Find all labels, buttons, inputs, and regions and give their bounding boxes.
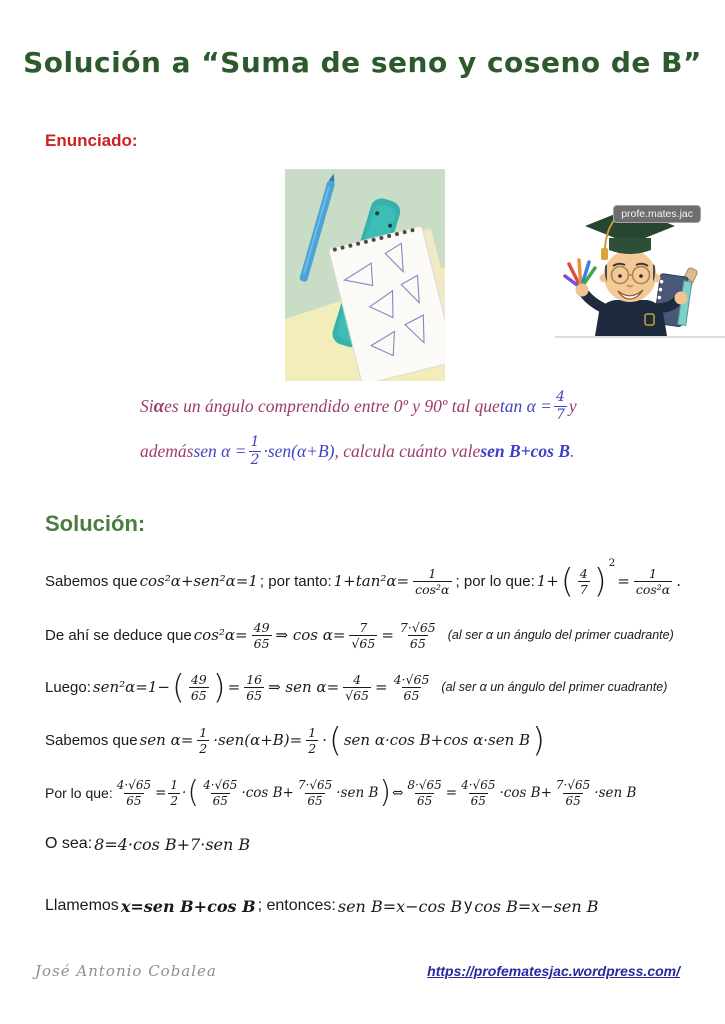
fraction xyxy=(201,778,239,808)
math-token: = xyxy=(617,572,630,590)
fraction-denominator: 65 xyxy=(126,793,142,808)
fraction-numerator: 49 xyxy=(190,671,207,687)
notebook-photo xyxy=(285,169,445,381)
fraction-numerator: 1 xyxy=(308,724,317,740)
statement-text: Si xyxy=(140,396,154,416)
fraction-numerator: 7·√65 xyxy=(399,619,436,635)
text-token: ; entonces: xyxy=(257,897,336,914)
fraction-numerator: 4 xyxy=(579,565,588,581)
fraction xyxy=(413,566,451,597)
fraction-denominator: 2 xyxy=(199,740,208,756)
text-token: Sabemos que xyxy=(45,572,138,590)
open-paren: ( xyxy=(171,667,185,707)
math-token: sen B=x−cos B xyxy=(337,896,463,916)
text-token: Sabemos que xyxy=(45,731,138,749)
fraction-denominator: 7 xyxy=(555,407,565,423)
fraction xyxy=(189,672,209,703)
fraction xyxy=(249,434,262,469)
fraction-denominator: 65 xyxy=(253,635,270,651)
math-token: = xyxy=(155,785,167,801)
problem-statement xyxy=(140,384,577,474)
fraction-denominator: 65 xyxy=(403,687,420,703)
fraction-numerator: 1 xyxy=(170,778,179,793)
fraction-denominator: 65 xyxy=(565,793,581,808)
fraction-numerator: 8·√65 xyxy=(407,778,442,793)
fraction xyxy=(306,725,318,756)
math-token: sen α·cos B+cos α·sen B xyxy=(343,731,531,749)
solution-line-7 xyxy=(45,890,599,922)
fraction-numerator: 7·√65 xyxy=(297,778,333,793)
teacher-avatar xyxy=(557,196,705,338)
alpha-symbol: α xyxy=(153,395,165,417)
math-token: ⇒ sen α= xyxy=(268,678,340,696)
enunciado-heading: Enunciado: xyxy=(45,131,138,150)
math-token: 1+tan²α= xyxy=(333,572,410,590)
math-token: = xyxy=(227,678,241,696)
math-token: cos²α+sen²α=1 xyxy=(139,572,258,590)
side-note: (al ser α un ángulo del primer cuadrante) xyxy=(447,628,674,642)
fraction-denominator: 2 xyxy=(250,452,260,468)
fraction-denominator: 7 xyxy=(579,581,588,597)
text-token: Por lo que: xyxy=(45,785,113,801)
fraction-denominator: 65 xyxy=(212,793,228,808)
close-paren: ) xyxy=(379,774,392,810)
math-token: ·sen B xyxy=(594,785,637,801)
math-token: ·cos B+ xyxy=(499,785,552,801)
fraction-numerator: 4·√65 xyxy=(393,671,430,687)
fraction-numerator: 1 xyxy=(199,724,208,740)
fraction-denominator: cos²α xyxy=(415,581,450,597)
fraction xyxy=(168,778,180,808)
fraction xyxy=(459,778,497,808)
math-token: . xyxy=(676,572,682,590)
solution-line-6 xyxy=(45,828,250,860)
text-token: Llamemos xyxy=(45,897,119,914)
open-paren: ( xyxy=(328,720,342,760)
text-token: Luego: xyxy=(45,678,91,696)
fraction-denominator: 65 xyxy=(470,793,486,808)
author-signature: José Antonio Cobalea xyxy=(35,962,217,980)
fraction xyxy=(405,778,443,808)
statement-text: . xyxy=(570,441,575,461)
math-token: ⇒ cos α= xyxy=(275,626,346,644)
statement-text: , calcula cuánto vale xyxy=(334,441,481,461)
fraction-numerator: 1 xyxy=(428,565,437,581)
fraction xyxy=(197,725,209,756)
solucion-heading: Solución: xyxy=(45,511,146,536)
fraction xyxy=(244,672,264,703)
math-token: = xyxy=(375,678,388,696)
fraction-numerator: 7 xyxy=(359,619,368,635)
avatar-handle-badge: profe.mates.jac xyxy=(613,205,701,223)
fraction xyxy=(578,566,590,597)
fraction-denominator: √65 xyxy=(351,635,376,651)
statement-text: y xyxy=(568,396,577,416)
solution-line-2 xyxy=(45,610,674,660)
fraction xyxy=(392,672,432,703)
math-token: sen α = xyxy=(193,441,247,461)
close-paren: ) xyxy=(593,561,607,601)
math-token: ⇔ xyxy=(392,785,404,801)
fraction-denominator: 2 xyxy=(308,740,317,756)
solution-line-5 xyxy=(45,764,636,822)
fraction-denominator: 65 xyxy=(307,793,323,808)
fraction-numerator: 49 xyxy=(253,619,270,635)
fraction xyxy=(252,620,272,651)
math-token: ·sen B xyxy=(336,785,379,801)
math-token: ·cos B+ xyxy=(241,785,294,801)
math-token: = xyxy=(445,785,458,801)
website-link[interactable]: https://profematesjac.wordpress.com/ xyxy=(427,963,680,979)
fraction-numerator: 4 xyxy=(555,389,565,406)
math-token: = xyxy=(381,626,394,644)
solution-line-4 xyxy=(45,716,545,764)
page-title: Solución a “Suma de seno y coseno de B” xyxy=(23,46,702,79)
math-token: sen²α=1− xyxy=(92,678,170,696)
fraction-numerator: 16 xyxy=(246,671,263,687)
fraction-denominator: 65 xyxy=(246,687,263,703)
statement-line-1 xyxy=(140,384,577,429)
fraction-numerator: 1 xyxy=(250,434,260,451)
fraction xyxy=(296,778,334,808)
math-token: cos B=x−sen B xyxy=(474,896,599,916)
fraction-numerator: 4·√65 xyxy=(461,778,496,793)
solution-line-3 xyxy=(45,660,667,714)
side-note: (al ser α un ángulo del primer cuadrante) xyxy=(441,680,668,694)
fraction xyxy=(343,672,371,703)
text-token: y xyxy=(464,897,473,914)
notebook-photo-graphic xyxy=(285,169,445,381)
fraction-denominator: 65 xyxy=(416,793,433,808)
text-token: ; por tanto: xyxy=(259,572,332,590)
math-token: sen α= xyxy=(139,731,194,749)
math-token: · xyxy=(182,785,187,801)
fraction-denominator: 65 xyxy=(409,635,426,651)
fraction xyxy=(398,620,438,651)
open-paren: ( xyxy=(560,561,574,601)
fraction xyxy=(349,620,377,651)
statement-text: además xyxy=(140,441,194,461)
open-paren: ( xyxy=(187,774,200,810)
fraction xyxy=(115,778,153,808)
text-token: O sea: xyxy=(45,835,93,852)
fraction xyxy=(554,778,592,808)
text-token: ; por lo que: xyxy=(455,572,535,590)
math-token-bold: sen B+cos B xyxy=(480,441,571,461)
fraction-denominator: √65 xyxy=(345,687,370,703)
fraction-numerator: 1 xyxy=(649,565,657,581)
math-token: 1+ xyxy=(536,572,559,590)
statement-text: es un ángulo comprendido entre 0º y 90º tal que xyxy=(164,396,500,416)
close-paren: ) xyxy=(532,720,545,760)
fraction-numerator: 4·√65 xyxy=(203,778,238,793)
statement-line-2 xyxy=(140,429,577,474)
math-token: 8=4·cos B+7·sen B xyxy=(94,834,251,854)
fraction-denominator: 2 xyxy=(170,793,179,808)
fraction xyxy=(634,566,672,597)
math-token: tan α = xyxy=(499,396,552,416)
fraction-denominator: 65 xyxy=(190,687,207,703)
close-paren: ) xyxy=(212,667,226,707)
solution-line-1 xyxy=(45,556,681,606)
fraction xyxy=(554,389,567,424)
text-token: De ahí se deduce que xyxy=(45,626,192,644)
math-token-bold: x=sen B+cos B xyxy=(120,896,256,916)
avatar-ground-line xyxy=(555,336,725,338)
fraction-denominator: cos²α xyxy=(635,581,671,597)
exponent: 2 xyxy=(608,557,616,569)
math-token: · xyxy=(322,731,327,749)
fraction-numerator: 4 xyxy=(353,671,362,687)
fraction-numerator: 7·√65 xyxy=(555,778,591,793)
math-token: ·sen(α+B) xyxy=(263,441,335,461)
fraction-numerator: 4·√65 xyxy=(116,778,152,793)
math-token: cos²α= xyxy=(193,626,248,644)
math-token: ·sen(α+B)= xyxy=(213,731,303,749)
